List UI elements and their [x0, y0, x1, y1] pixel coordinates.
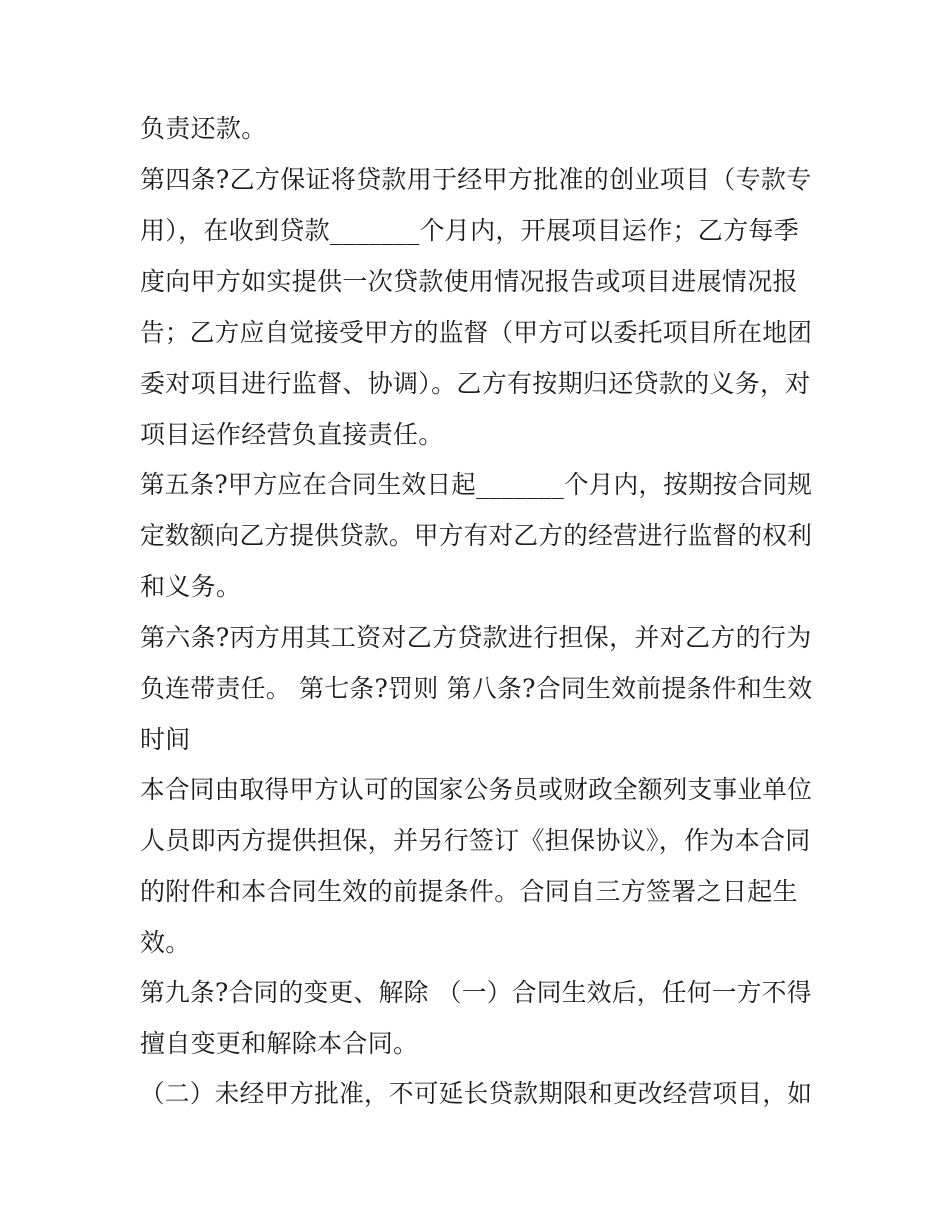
text-line: 效。 [140, 928, 191, 957]
text-line: （二）未经甲方批准，不可延长贷款期限和更改经营项目，如 [140, 1079, 813, 1108]
text-line: 委对项目进行监督、协调）。乙方有按期归还贷款的义务，对 [140, 369, 811, 398]
text-line: 的附件和本合同生效的前提条件。合同自三方签署之日起生 [140, 877, 798, 906]
text-line: 和义务。 [140, 572, 242, 601]
text-line: 度向甲方如实提供一次贷款使用情况报告或项目进展情况报 [140, 267, 798, 296]
text-line: 本合同由取得甲方认可的国家公务员或财政全额列支事业单位 [140, 775, 813, 804]
text-line: 人员即丙方提供担保，并另行签订《担保协议》，作为本合同 [140, 826, 811, 855]
text-line: 告；乙方应自觉接受甲方的监督（甲方可以委托项目所在地团 [140, 318, 813, 347]
text-line: 用），在收到贷款_______个月内，开展项目运作；乙方每季 [140, 216, 800, 245]
text-line: 时间 [140, 725, 191, 754]
text-line: 第五条?甲方应在合同生效日起_______个月内，按期按合同规 [140, 470, 813, 499]
text-line: 定数额向乙方提供贷款。甲方有对乙方的经营进行监督的权利 [140, 521, 813, 550]
text-line: 负责还款。 [140, 114, 267, 143]
text-line: 项目运作经营负直接责任。 [140, 420, 444, 449]
text-line: 擅自变更和解除本合同。 [140, 1029, 419, 1058]
text-line: 第六条?丙方用其工资对乙方贷款进行担保，并对乙方的行为 [140, 623, 812, 652]
text-line: 负连带责任。 第七条?罚则 第八条?合同生效前提条件和生效 [140, 674, 813, 703]
text-line: 第四条?乙方保证将贷款用于经甲方批准的创业项目（专款专 [140, 165, 812, 194]
text-line: 第九条?合同的变更、解除 （一）合同生效后，任何一方不得 [140, 978, 812, 1007]
